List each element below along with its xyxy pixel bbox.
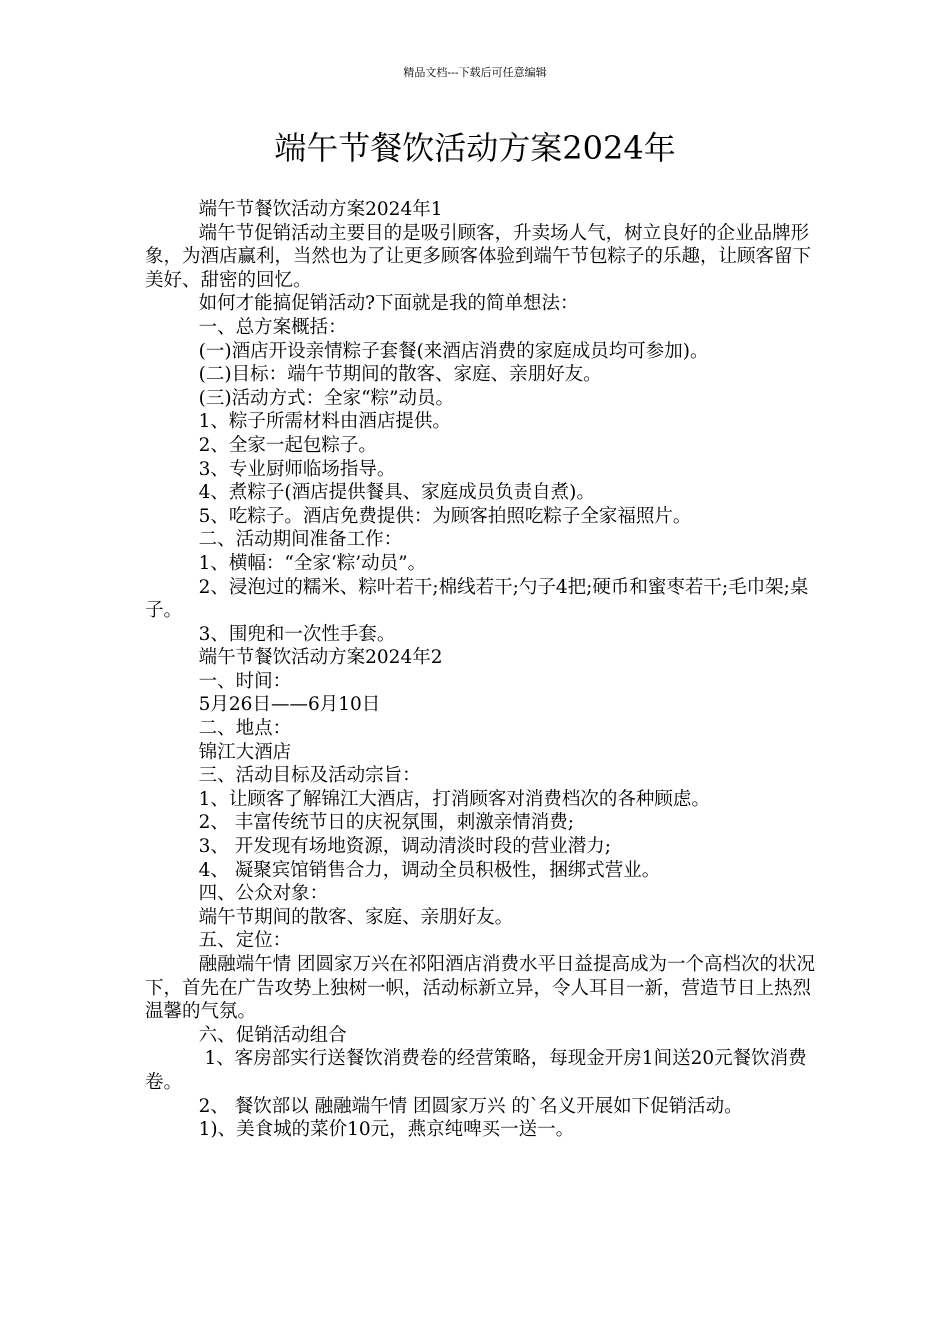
paragraph: 2、 丰富传统节日的庆祝氛围，刺激亲情消费; bbox=[198, 812, 575, 834]
paragraph: 2、浸泡过的糯米、粽叶若干;棉线若干;勺子4把;硬币和蜜枣若干;毛巾架;桌子。 bbox=[145, 576, 809, 622]
paragraph: 三、活动目标及活动宗旨： bbox=[198, 765, 421, 787]
paragraph: 3、围兜和一次性手套。 bbox=[198, 623, 396, 645]
paragraph: 5、吃粽子。酒店免费提供：为顾客拍照吃粽子全家福照片。 bbox=[198, 505, 692, 527]
paragraph: 锦江大酒店 bbox=[198, 741, 292, 763]
paragraph: 端午节期间的散客、家庭、亲朋好友。 bbox=[198, 906, 514, 928]
paragraph: 1)、美食城的菜价10元，燕京纯啤买一送一。 bbox=[198, 1119, 575, 1141]
paragraph: 4、煮粽子(酒店提供餐具、家庭成员负责自煮)。 bbox=[198, 482, 595, 504]
paragraph: 端午节促销活动主要目的是吸引顾客，升卖场人气，树立良好的企业品牌形象，为酒店赢利，当然也为了让更多顾客体验到端午节包粽子的乐趣，让顾客留下美好、甜密的回忆。 bbox=[145, 222, 812, 291]
paragraph: 3、 开发现有场地资源，调动清淡时段的营业潜力; bbox=[198, 836, 612, 858]
paragraph: (一)酒店开设亲情粽子套餐(来酒店消费的家庭成员均可参加)。 bbox=[198, 340, 709, 362]
paragraph: 1、横幅：“全家‘粽’动员”。 bbox=[198, 552, 427, 574]
paragraph: 一、总方案概括： bbox=[198, 316, 347, 338]
paragraph: 端午节餐饮活动方案2024年1 bbox=[198, 199, 443, 220]
paragraph: 二、地点： bbox=[198, 718, 292, 740]
paragraph: 2、全家一起包粽子。 bbox=[198, 434, 377, 456]
paragraph: (二)目标：端午节期间的散客、家庭、亲朋好友。 bbox=[198, 364, 602, 386]
paragraph: 1、粽子所需材料由酒店提供。 bbox=[198, 411, 451, 433]
paragraph: 如何才能搞促销活动?下面就是我的简单想法： bbox=[198, 293, 579, 315]
paragraph: 4、 凝聚宾馆销售合力，调动全员积极性，捆绑式营业。 bbox=[198, 859, 661, 881]
paragraph: 5月26日——6月10日 bbox=[198, 694, 381, 716]
paragraph: 四、公众对象： bbox=[198, 883, 329, 905]
paragraph: 1、让顾客了解锦江大酒店，打消顾客对消费档次的各种顾虑。 bbox=[198, 788, 710, 810]
document-title: 端午节餐饮活动方案2024年 bbox=[274, 129, 676, 167]
paragraph: 1、客房部实行送餐饮消费卷的经营策略，每现金开房1间送20元餐饮消费卷。 bbox=[145, 1048, 807, 1093]
paragraph: 一、时间： bbox=[198, 670, 292, 692]
paragraph: 端午节餐饮活动方案2024年2 bbox=[198, 647, 443, 669]
paragraph: 2、 餐饮部以 融融端午情 团圆家万兴 的`名义开展如下促销活动。 bbox=[198, 1095, 743, 1117]
paragraph: 融融端午情 团圆家万兴在祁阳酒店消费水平日益提高成为一个高档次的状况下，首先在广告攻势上独树一帜，活动标新立异，令人耳目一新，营造节日上热烈温馨的气氛。 bbox=[145, 954, 816, 1023]
paragraph: 3、专业厨师临场指导。 bbox=[198, 458, 396, 480]
document-body bbox=[145, 198, 820, 1142]
paragraph: (三)活动方式：全家“粽”动员。 bbox=[198, 387, 454, 409]
paragraph: 六、促销活动组合 bbox=[198, 1024, 347, 1046]
paragraph: 五、定位： bbox=[198, 930, 292, 952]
paragraph: 二、活动期间准备工作： bbox=[198, 529, 403, 551]
document-header-note: 精品文档---下载后可任意编辑 bbox=[403, 66, 547, 79]
